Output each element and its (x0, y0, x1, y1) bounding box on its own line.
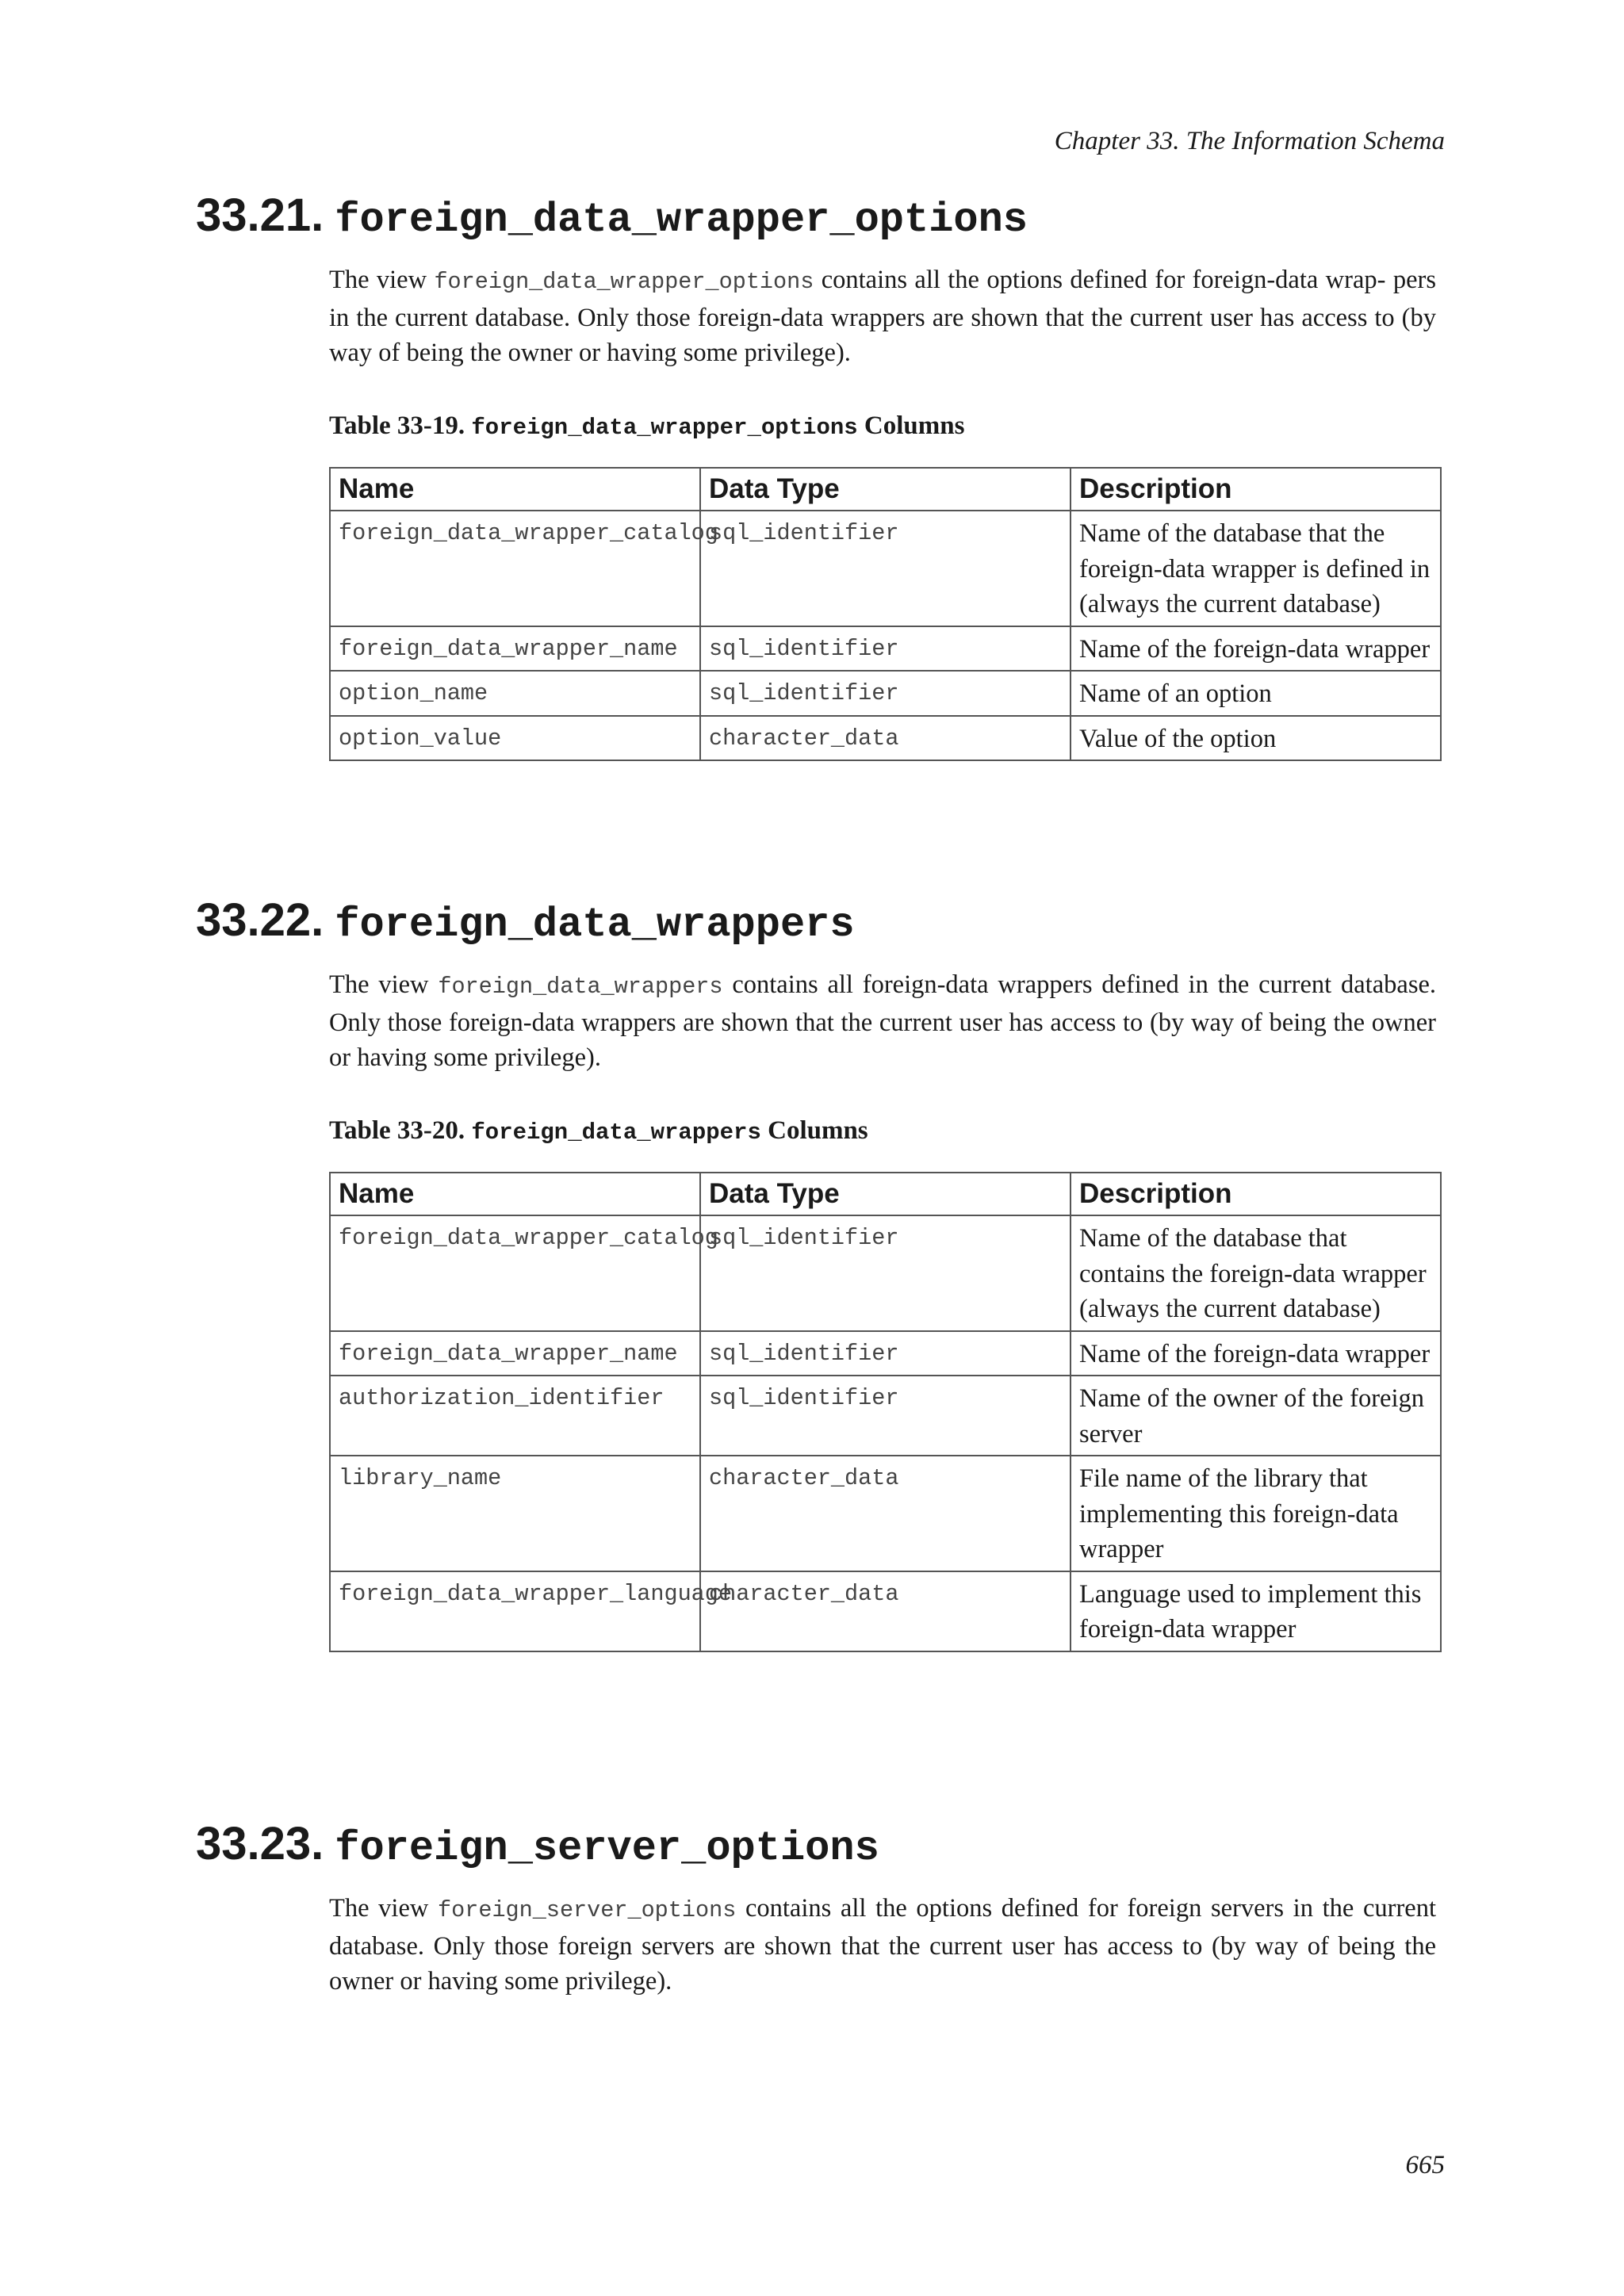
column-name: option_name (330, 671, 700, 716)
section-number: 33.22. (196, 894, 324, 946)
header-name: Name (330, 1173, 700, 1215)
section-number: 33.23. (196, 1818, 324, 1869)
column-type: sql_identifier (700, 1376, 1071, 1456)
page-number: 665 (1405, 2151, 1445, 2179)
section-title (196, 894, 855, 948)
table-row (330, 1331, 1441, 1376)
column-description: Name of the owner of the foreign server (1071, 1376, 1441, 1456)
column-type: sql_identifier (700, 626, 1071, 672)
table-header-row (330, 468, 1441, 511)
column-type: character_data (700, 1571, 1071, 1651)
table-row (330, 1456, 1441, 1571)
inline-code: foreign_data_wrappers (438, 974, 723, 1000)
section-intro: The view foreign_data_wrappers contains all foreign-data wrappers defined in the current database. Only those foreign-data wrappers are shown that the current user has access to (by way of being the owner or having some privilege). (329, 970, 1437, 1072)
column-type: sql_identifier (700, 511, 1071, 626)
header-name: Name (330, 468, 700, 511)
column-description: File name of the library that implementing this foreign-data wrapper (1071, 1456, 1441, 1571)
column-type: character_data (700, 716, 1071, 761)
column-type: sql_identifier (700, 671, 1071, 716)
column-description: Name of the foreign-data wrapper (1071, 626, 1441, 672)
table-row (330, 511, 1441, 626)
table-row (330, 1215, 1441, 1331)
columns-table (329, 1172, 1442, 1652)
column-name: foreign_data_wrapper_catalog (330, 511, 700, 626)
section-identifier: foreign_data_wrapper_options (335, 197, 1028, 243)
inline-code: foreign_server_options (438, 1897, 737, 1923)
inline-code: foreign_data_wrapper_options (434, 269, 814, 295)
column-name: authorization_identifier (330, 1376, 700, 1456)
table-row (330, 716, 1441, 761)
columns-table (329, 467, 1442, 761)
header-data-type: Data Type (700, 468, 1071, 511)
column-name: foreign_data_wrapper_name (330, 1331, 700, 1376)
column-name: foreign_data_wrapper_catalog (330, 1215, 700, 1331)
header-description: Description (1071, 468, 1441, 511)
column-name: foreign_data_wrapper_language (330, 1571, 700, 1651)
section-intro: The view foreign_server_options contains all the options defined for foreign servers in the current database. Only those foreign servers are shown that the current user has access to (by way of being the owner or having some privilege). (329, 1894, 1437, 1996)
column-name: library_name (330, 1456, 700, 1571)
table-row (330, 1571, 1441, 1651)
section-title (196, 189, 1028, 243)
section-identifier: foreign_data_wrappers (335, 901, 855, 948)
table-caption: Table 33-19. foreign_data_wrapper_options Columns (329, 411, 965, 441)
column-description: Name of an option (1071, 671, 1441, 716)
column-name: foreign_data_wrapper_name (330, 626, 700, 672)
column-type: sql_identifier (700, 1215, 1071, 1331)
column-description: Value of the option (1071, 716, 1441, 761)
column-description: Language used to implement this foreign-data wrapper (1071, 1571, 1441, 1651)
column-name: option_value (330, 716, 700, 761)
section-title (196, 1818, 879, 1872)
column-description: Name of the foreign-data wrapper (1071, 1331, 1441, 1376)
column-type: character_data (700, 1456, 1071, 1571)
table-caption: Table 33-20. foreign_data_wrappers Columns (329, 1116, 868, 1146)
table-row (330, 671, 1441, 716)
header-data-type: Data Type (700, 1173, 1071, 1215)
header-description: Description (1071, 1173, 1441, 1215)
table-header-row (330, 1173, 1441, 1215)
column-description: Name of the database that contains the foreign-data wrapper (always the current database) (1071, 1215, 1441, 1331)
table-row (330, 1376, 1441, 1456)
column-type: sql_identifier (700, 1331, 1071, 1376)
running-header: Chapter 33. The Information Schema (1054, 127, 1445, 155)
table-row (330, 626, 1441, 672)
column-description: Name of the database that the foreign-data wrapper is defined in (always the current database) (1071, 511, 1441, 626)
section-number: 33.21. (196, 189, 324, 241)
section-intro: The view foreign_data_wrapper_options contains all the options defined for foreign-data wrap- pers in the current database. Only those foreign-data wrappers are shown that the current user has access to (by way of being the owner or having some privilege). (329, 266, 1436, 367)
section-identifier: foreign_server_options (335, 1825, 879, 1872)
